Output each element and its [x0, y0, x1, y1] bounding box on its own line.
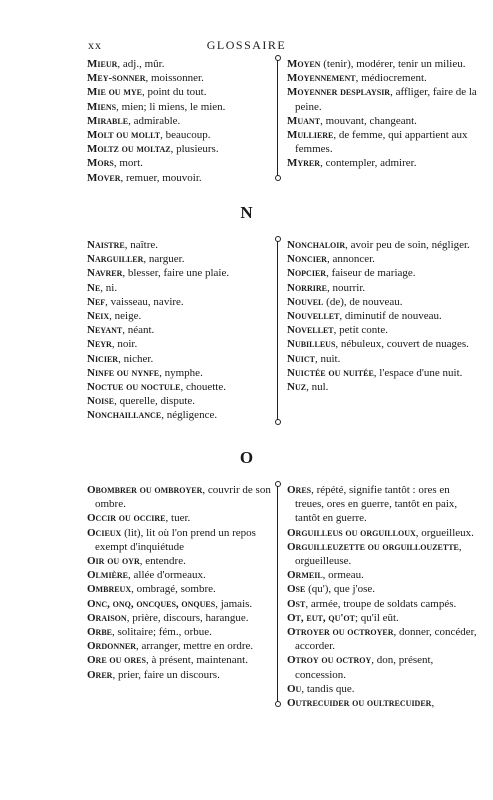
glossary-entry: [87, 142, 273, 156]
headword: Orguilleus ou orguilloux: [287, 526, 416, 539]
headword: Mey-sonner: [87, 72, 146, 85]
definition: (lit), lit où l'on prend un repos exempt d'inquiétude: [95, 526, 256, 553]
definition: , avoir peu de soin, négliger.: [345, 239, 470, 251]
definition: ; qu'il eût.: [354, 611, 399, 624]
definition: , mouvant, changeant.: [320, 114, 417, 127]
headword: Ou: [287, 682, 302, 695]
glossary-entry: [87, 366, 273, 380]
glossary-entry: [287, 114, 477, 128]
headword: Neyr: [87, 338, 112, 351]
glossary-entry: [87, 337, 273, 351]
headword: Nef: [87, 295, 106, 308]
headword: Moyennement: [287, 72, 356, 85]
glossary-entry: [287, 85, 477, 113]
glossary-entry: [287, 128, 477, 156]
headword: Occir ou occire: [87, 512, 166, 525]
right-column: [287, 483, 477, 710]
glossary-entry: [87, 526, 273, 554]
right-column: [287, 238, 477, 394]
definition: , noir.: [111, 338, 138, 351]
headword: Naistre: [87, 239, 125, 251]
glossary-entry: [87, 408, 273, 422]
definition: (tenir), modérer, tenir un milieu.: [320, 58, 466, 70]
definition: , prière, discours, harangue.: [126, 611, 249, 624]
glossary-entry: [87, 597, 273, 611]
headword: Nonchaloir: [287, 239, 346, 251]
definition: , armée, troupe de soldats campés.: [305, 597, 457, 610]
definition: , allée d'ormeaux.: [128, 569, 206, 582]
page-number: xx: [88, 38, 102, 52]
column-divider: [277, 485, 278, 703]
definition: , affliger, faire de la peine.: [295, 86, 477, 113]
glossary-entry: [87, 582, 273, 596]
glossary-entry: [287, 337, 477, 351]
section-letter-o: O: [239, 448, 254, 467]
definition: , moissonner.: [145, 72, 204, 85]
definition: , couvrir de son ombre.: [95, 484, 271, 511]
glossary-entry: [87, 568, 273, 582]
definition: , neige.: [109, 310, 142, 323]
headword: Orguilleuzette ou orguillouzette: [287, 540, 459, 553]
headword: Nouvel: [287, 295, 324, 308]
definition: , annoncer.: [326, 253, 375, 266]
definition: , ombragé, sombre.: [131, 583, 216, 596]
definition: , diminutif de nouveau.: [339, 310, 442, 323]
headword: Ne: [87, 281, 101, 294]
headword: Ormeil: [287, 569, 323, 582]
definition: , prier, faire un discours.: [112, 668, 220, 681]
definition: , naître.: [124, 239, 159, 251]
glossary-entry: [87, 238, 273, 252]
running-title: GLOSSAIRE: [206, 38, 287, 52]
glossary-entry: [287, 380, 477, 394]
glossary-entry: [287, 540, 477, 568]
definition: , petit conte.: [333, 324, 388, 337]
glossary-entry: [87, 309, 273, 323]
definition: , tandis que.: [301, 682, 355, 695]
glossary-entry: [87, 380, 273, 394]
glossary-entry: [287, 238, 477, 252]
definition: , contempler, admirer.: [320, 157, 417, 170]
glossary-entry: [287, 71, 477, 85]
glossary-entry: [87, 71, 273, 85]
definition: , querelle, dispute.: [114, 395, 196, 408]
headword: Ombreux: [87, 583, 132, 596]
headword: Orer: [87, 668, 113, 681]
definition: , néant.: [122, 324, 155, 337]
definition: (de), de nouveau.: [323, 295, 403, 308]
glossary-entry: [287, 568, 477, 582]
headword: Nubilleus: [287, 338, 336, 351]
glossary-entry: [87, 511, 273, 525]
definition: , admirable.: [128, 114, 181, 127]
headword: Ose: [287, 583, 306, 596]
glossary-entry: [87, 394, 273, 408]
definition: , orgueilleuse.: [295, 540, 462, 568]
column-divider: [277, 59, 278, 177]
headword: Ores: [287, 484, 312, 496]
headword: Novellet: [287, 324, 334, 337]
definition: , tuer.: [165, 512, 191, 525]
definition: , nuit.: [314, 352, 341, 365]
definition: , arranger, mettre en ordre.: [136, 640, 254, 653]
definition: , plusieurs.: [170, 143, 219, 156]
glossary-entry: [287, 582, 477, 596]
headword: Ocieux: [87, 526, 122, 539]
definition: , don, présent, concession.: [295, 654, 434, 681]
definition: , point du tout.: [142, 86, 207, 99]
glossary-entry: [287, 625, 477, 653]
definition: , beaucoup.: [160, 129, 211, 142]
glossary-entry: [87, 653, 273, 667]
headword: Ninfe ou nynfe: [87, 366, 160, 379]
headword: Nuict: [287, 352, 315, 365]
glossary-entry: [87, 625, 273, 639]
headword: Noctue ou noctule: [87, 381, 181, 394]
definition: , vaisseau, navire.: [105, 295, 184, 308]
glossary-entry: [87, 554, 273, 568]
glossary-entry: [287, 323, 477, 337]
glossary-entry: [87, 352, 273, 366]
headword: Noncier: [287, 253, 327, 266]
definition: , l'espace d'une nuit.: [373, 366, 463, 379]
section-letter-n: N: [240, 203, 253, 222]
glossary-entry: [287, 156, 477, 170]
headword: Orbe: [87, 626, 113, 639]
headword: Nopcier: [287, 267, 327, 280]
headword: Neix: [87, 310, 110, 323]
headword: Onc, onq, oncques, onques: [87, 597, 216, 610]
definition: , mort.: [113, 157, 143, 170]
glossary-entry: [287, 526, 477, 540]
glossary-entry: [287, 352, 477, 366]
definition: , donner, concéder, accorder.: [295, 626, 477, 653]
left-column: [87, 238, 273, 423]
glossary-entry: [287, 266, 477, 280]
headword: Ordonner: [87, 640, 137, 653]
definition: , à présent, maintenant.: [145, 654, 248, 667]
glossary-entry: [87, 252, 273, 266]
glossary-entry: [87, 639, 273, 653]
definition: ,: [431, 697, 435, 710]
definition: , remuer, mouvoir.: [120, 171, 202, 184]
glossary-entry: [87, 483, 273, 511]
headword: Mulliere: [287, 129, 334, 142]
headword: Moyenner desplaysir: [287, 86, 391, 99]
headword: Navrer: [87, 267, 123, 280]
headword: Nonchaillance: [87, 409, 162, 422]
glossary-entry: [87, 323, 273, 337]
definition: (qu'), que j'ose.: [305, 583, 375, 596]
glossary-entry: [287, 597, 477, 611]
glossary-entry: [87, 100, 273, 114]
headword: Muant: [287, 114, 321, 127]
headword: Moyen: [287, 58, 321, 70]
headword: Mie ou mye: [87, 86, 142, 99]
definition: , orgueilleux.: [415, 526, 474, 539]
glossary-entry: [287, 653, 477, 681]
definition: , narguer.: [143, 253, 185, 266]
glossary-entry: [287, 611, 477, 625]
headword: Ost: [287, 597, 306, 610]
glossary-entry: [287, 696, 477, 710]
headword: Norrire: [287, 281, 327, 294]
headword: Oir ou oyr: [87, 555, 140, 568]
definition: , de femme, qui appartient aux femmes.: [295, 129, 468, 156]
glossary-entry: [287, 366, 477, 380]
definition: , mien; li miens, le mien.: [116, 100, 226, 113]
definition: , nicher.: [118, 352, 154, 365]
headword: Ore ou ores: [87, 654, 146, 667]
headword: Obombrer ou ombroyer: [87, 484, 203, 496]
headword: Olmière: [87, 569, 129, 582]
headword: Mors: [87, 157, 114, 170]
definition: , entendre.: [139, 555, 186, 568]
headword: Neyant: [87, 324, 123, 337]
headword: Myrer: [287, 157, 321, 170]
definition: , médiocrement.: [355, 72, 427, 85]
left-column: [87, 57, 273, 185]
glossary-entry: [87, 295, 273, 309]
headword: Outrecuider ou oultrecuider: [287, 697, 432, 710]
glossary-entry: [87, 85, 273, 99]
glossary-entry: [87, 114, 273, 128]
glossary-entry: [287, 483, 477, 526]
headword: Otroyer ou octroyer: [287, 626, 394, 639]
glossary-entry: [87, 57, 273, 71]
definition: , répété, signifie tantôt : ores en treues, ores en guerre, tantôt en paix, tantôt en guerre.: [295, 484, 458, 525]
headword: Nouvellet: [287, 310, 340, 323]
definition: , nymphe.: [159, 366, 203, 379]
section-n: [87, 238, 477, 423]
headword: Ot, eut, qu'ot: [287, 611, 355, 624]
glossary-entry: [87, 156, 273, 170]
glossary-entry: [287, 252, 477, 266]
headword: Noise: [87, 395, 115, 408]
glossary-entry: [87, 611, 273, 625]
right-column: [287, 57, 477, 171]
glossary-entry: [87, 128, 273, 142]
column-divider: [277, 240, 278, 421]
headword: Miens: [87, 100, 117, 113]
glossary-entry: [287, 295, 477, 309]
headword: Nicier: [87, 352, 119, 365]
headword: Nuictée ou nuitée: [287, 366, 374, 379]
glossary-entry: [87, 281, 273, 295]
headword: Mirable: [87, 114, 129, 127]
headword: Moltz ou moltaz: [87, 143, 171, 156]
definition: , nébuleux, couvert de nuages.: [335, 338, 469, 351]
headword: Otroy ou octroy: [287, 654, 372, 667]
glossary-entry: [287, 309, 477, 323]
definition: , chouette.: [180, 381, 226, 394]
headword: Mover: [87, 171, 121, 184]
definition: , adj., mûr.: [117, 58, 165, 70]
glossary-entry: [287, 682, 477, 696]
definition: , blesser, faire une plaie.: [122, 267, 230, 280]
left-column: [87, 483, 273, 682]
definition: , faiseur de mariage.: [326, 267, 416, 280]
glossary-entry: [87, 266, 273, 280]
section-m: [87, 57, 477, 184]
section-o: [87, 483, 477, 710]
definition: , négligence.: [161, 409, 218, 422]
glossary-entry: [87, 668, 273, 682]
definition: , nourrir.: [326, 281, 366, 294]
headword: Oraison: [87, 611, 127, 624]
definition: , nul.: [306, 381, 329, 394]
definition: , ormeau.: [322, 569, 364, 582]
definition: , jamais.: [215, 597, 253, 610]
headword: Nuz: [287, 381, 307, 394]
page-header: [0, 38, 493, 54]
glossary-entry: [287, 281, 477, 295]
headword: Molt ou mollt: [87, 129, 161, 142]
definition: , ni.: [100, 281, 118, 294]
glossary-entry: [287, 57, 477, 71]
glossary-entry: [87, 171, 273, 185]
headword: Mieur: [87, 58, 118, 70]
headword: Narguiller: [87, 253, 144, 266]
definition: , solitaire; fém., orbue.: [112, 626, 212, 639]
